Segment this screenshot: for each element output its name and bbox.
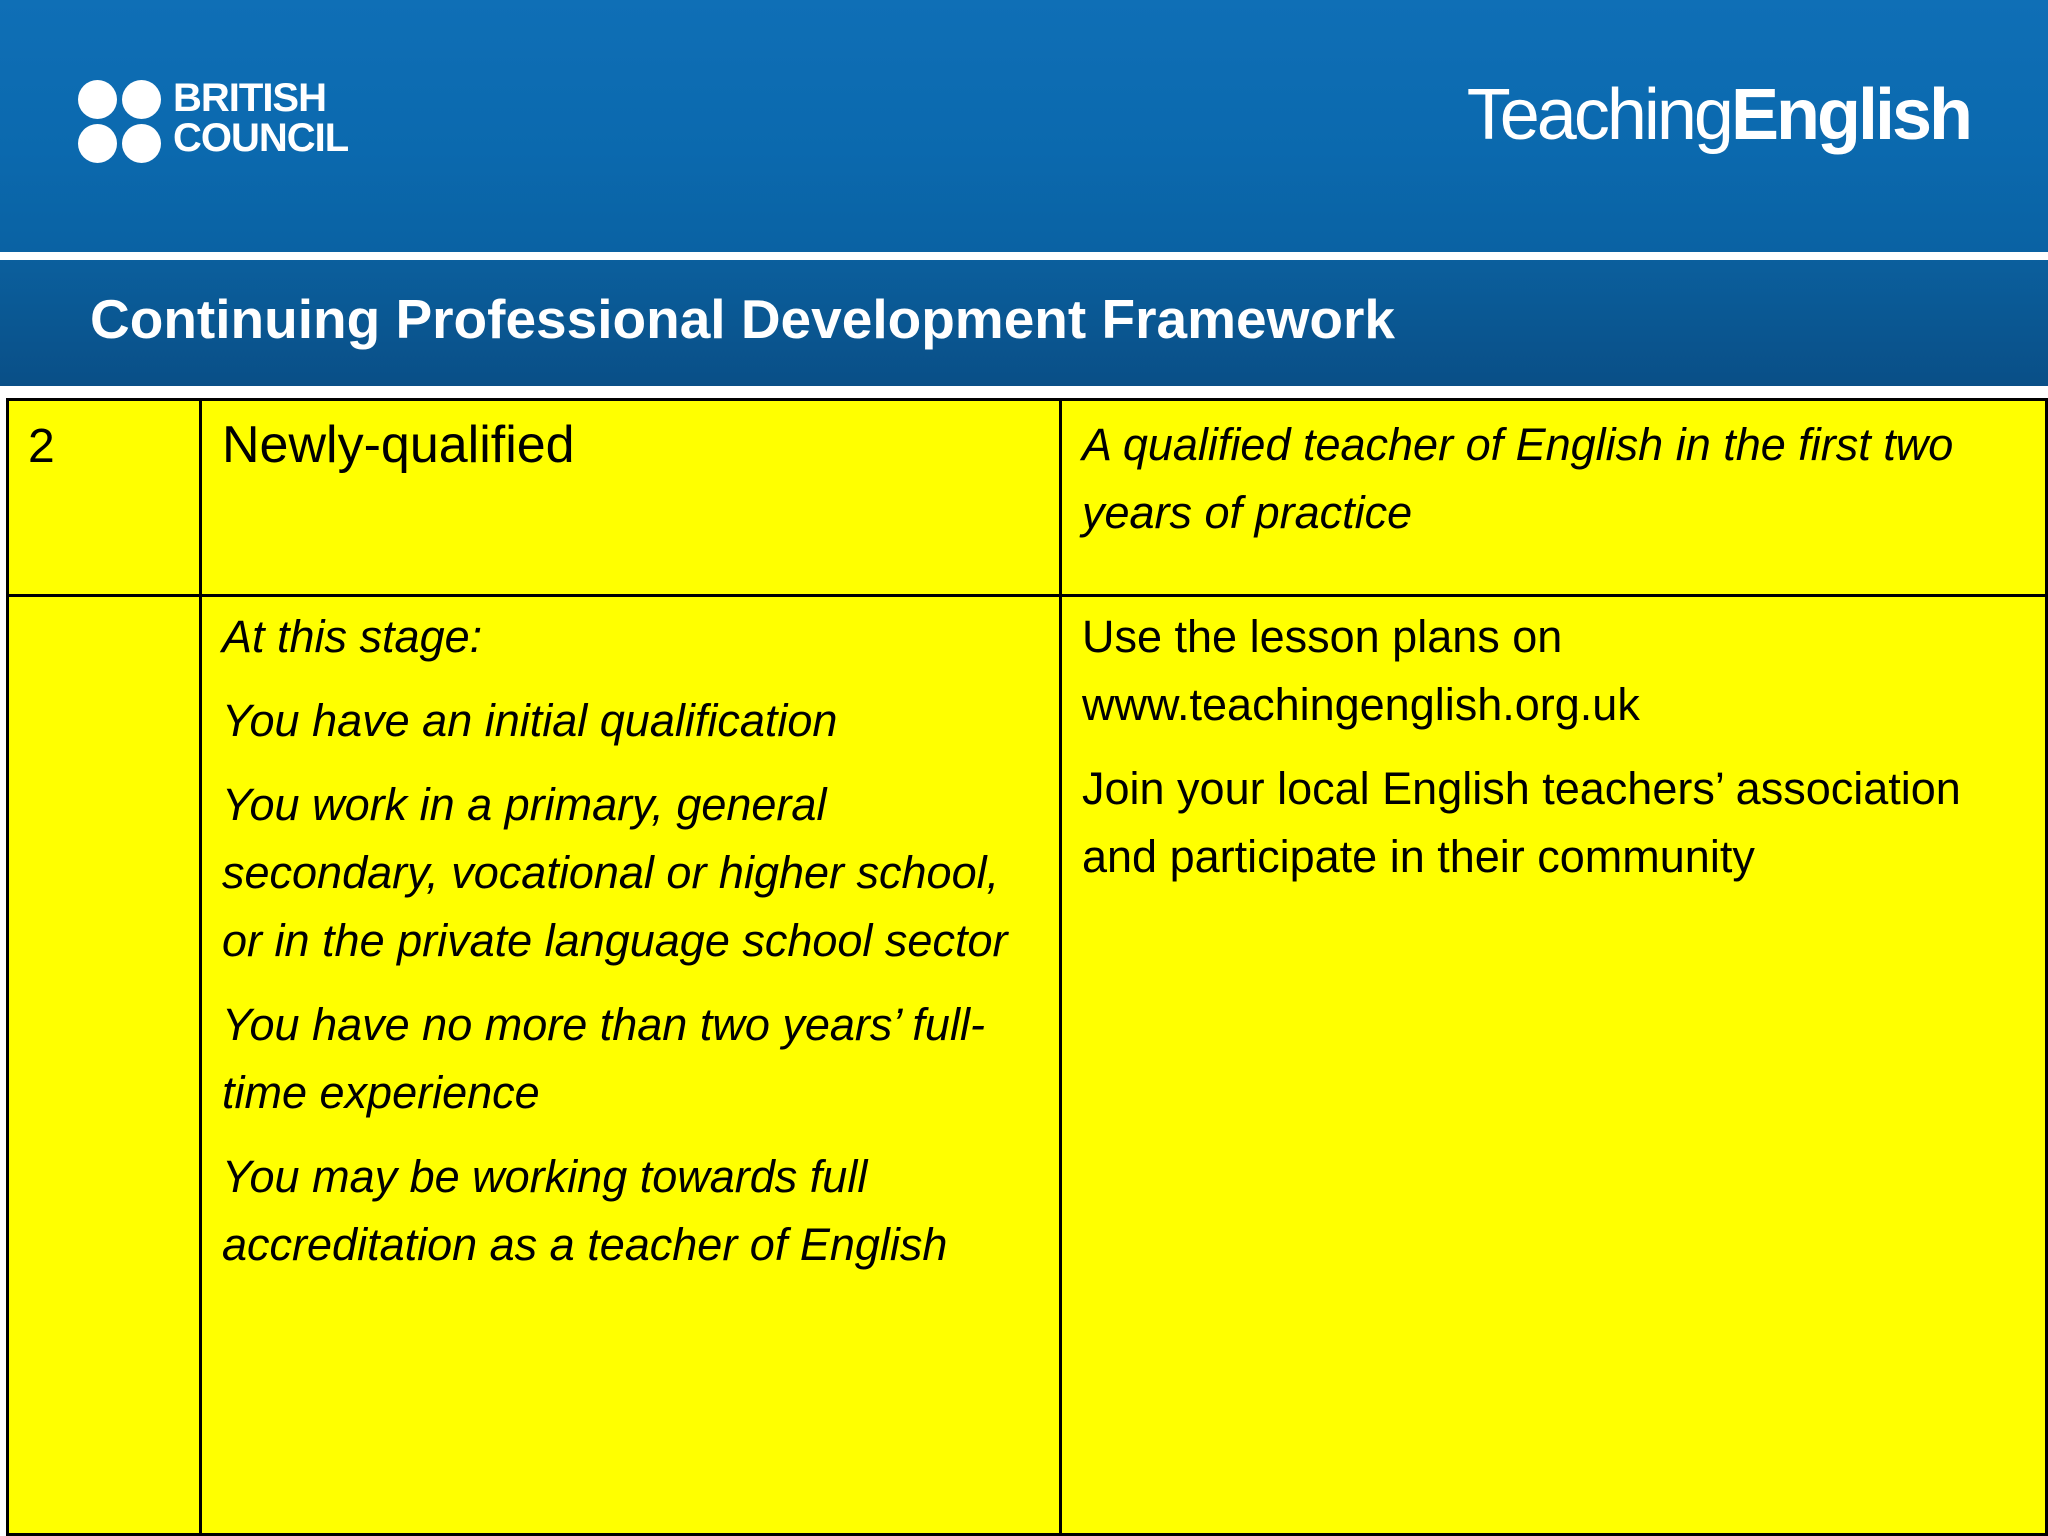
british-council-wordmark xyxy=(173,78,348,158)
empty-cell xyxy=(8,596,201,1535)
framework-table xyxy=(6,398,2048,1536)
teaching-english-logo xyxy=(1467,70,1970,160)
framework-table-wrapper xyxy=(2,392,2048,1536)
stage-details-item: At this stage: xyxy=(222,611,483,662)
suggestion-item: Join your local English teachers’ association and participate in their community xyxy=(1082,763,1961,882)
suggestions xyxy=(1062,597,2045,891)
stage-details xyxy=(202,597,1059,1279)
header-divider xyxy=(0,252,2048,260)
stage-details-item: You have an initial qualification xyxy=(222,695,838,746)
stage-number-cell xyxy=(8,400,201,596)
teaching-english-logo-bold: English xyxy=(1730,75,1970,155)
stage-description: A qualified teacher of English in the first two years of practice xyxy=(1082,419,1954,538)
stage-details-item: You may be working towards full accreditation as a teacher of English xyxy=(222,1151,948,1270)
page-title: Continuing Professional Development Framework xyxy=(90,288,1395,350)
table-row xyxy=(8,596,2047,1535)
suggestions-cell xyxy=(1061,596,2047,1535)
stage-number: 2 xyxy=(28,420,55,473)
british-council-line1: BRITISH xyxy=(173,76,326,120)
stage-description-cell xyxy=(1061,400,2047,596)
british-council-dots-icon xyxy=(78,80,162,164)
stage-details-cell xyxy=(201,596,1061,1535)
stage-name-cell xyxy=(201,400,1061,596)
suggestion-item: Use the lesson plans on www.teachingenglish.org.uk xyxy=(1082,611,1640,730)
british-council-line2: COUNCIL xyxy=(173,116,349,160)
table-row xyxy=(8,400,2047,596)
stage-details-item: You have no more than two years’ full-time experience xyxy=(222,999,985,1118)
stage-details-item: You work in a primary, general secondary, vocational or higher school, or in the private language school sector xyxy=(222,779,1008,966)
teaching-english-logo-light: Teaching xyxy=(1466,75,1731,155)
british-council-logo xyxy=(78,78,378,164)
stage-name: Newly-qualified xyxy=(222,416,575,474)
